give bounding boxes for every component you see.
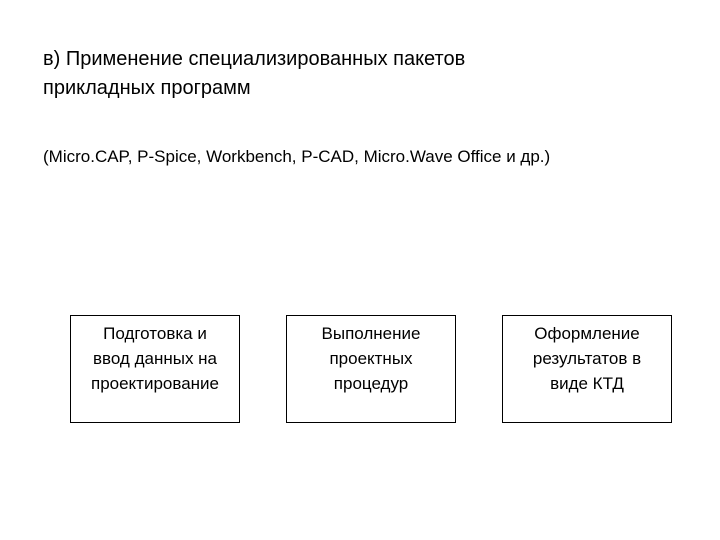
stage-3-line-1: Оформление <box>534 324 640 343</box>
stage-1-line-2: ввод данных на <box>92 349 218 368</box>
stage-1-line-1: Подготовка и <box>103 324 207 343</box>
stage-2-line-3: процедур <box>333 374 409 393</box>
software-list: (Micro.CAP, P-Spice, Workbench, P-CAD, Micro.Wave Office и др.) <box>43 147 551 166</box>
slide-heading <box>43 45 663 103</box>
stage-3-line-2: результатов в <box>532 349 642 368</box>
stage-3-line-3: виде КТД <box>550 374 624 393</box>
stage-1-line-3: проектирование <box>90 374 220 393</box>
stage-2-line-1: Выполнение <box>321 324 421 343</box>
stage-box-preparation <box>70 315 240 423</box>
stage-2-line-2: проектных <box>329 349 413 368</box>
heading-line-2: прикладных программ <box>43 77 251 99</box>
stage-box-documentation <box>502 315 672 423</box>
stage-box-execution <box>286 315 456 423</box>
heading-line-1: в) Применение специализированных пакетов <box>43 48 466 70</box>
